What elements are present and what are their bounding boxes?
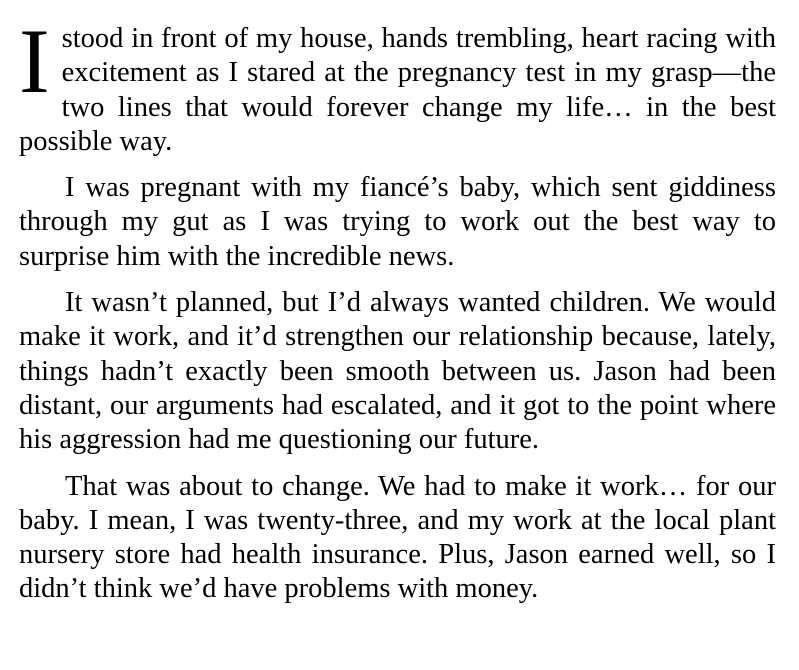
paragraph-1 xyxy=(19,10,776,159)
paragraph-1-text: stood in front of my house, hands trembling, heart racing with excitement as I stared at the pregnancy test in my grasp—the two lines that would forever change my life… in the best possible way. xyxy=(19,23,776,157)
paragraph-3: It wasn’t planned, but I’d always wanted children. We would make it work, and it’d strengthen our relationship because, lately, things hadn’t exactly been smooth between us. Jason had been distant, our arguments had escalated, and it got to the point where his aggression had me questioning our future. xyxy=(19,287,776,456)
paragraph-4: That was about to change. We had to make it work… for our baby. I mean, I was twenty-three, and my work at the local plant nursery store had health insurance. Plus, Jason earned well, so I didn’t think we’d have problems with money. xyxy=(19,470,776,605)
paragraph-2: I was pregnant with my fiancé’s baby, which sent giddiness through my gut as I was trying to work out the best way to surprise him with the incredible news. xyxy=(19,172,776,272)
document-body xyxy=(19,10,776,619)
drop-cap: I xyxy=(19,10,50,112)
